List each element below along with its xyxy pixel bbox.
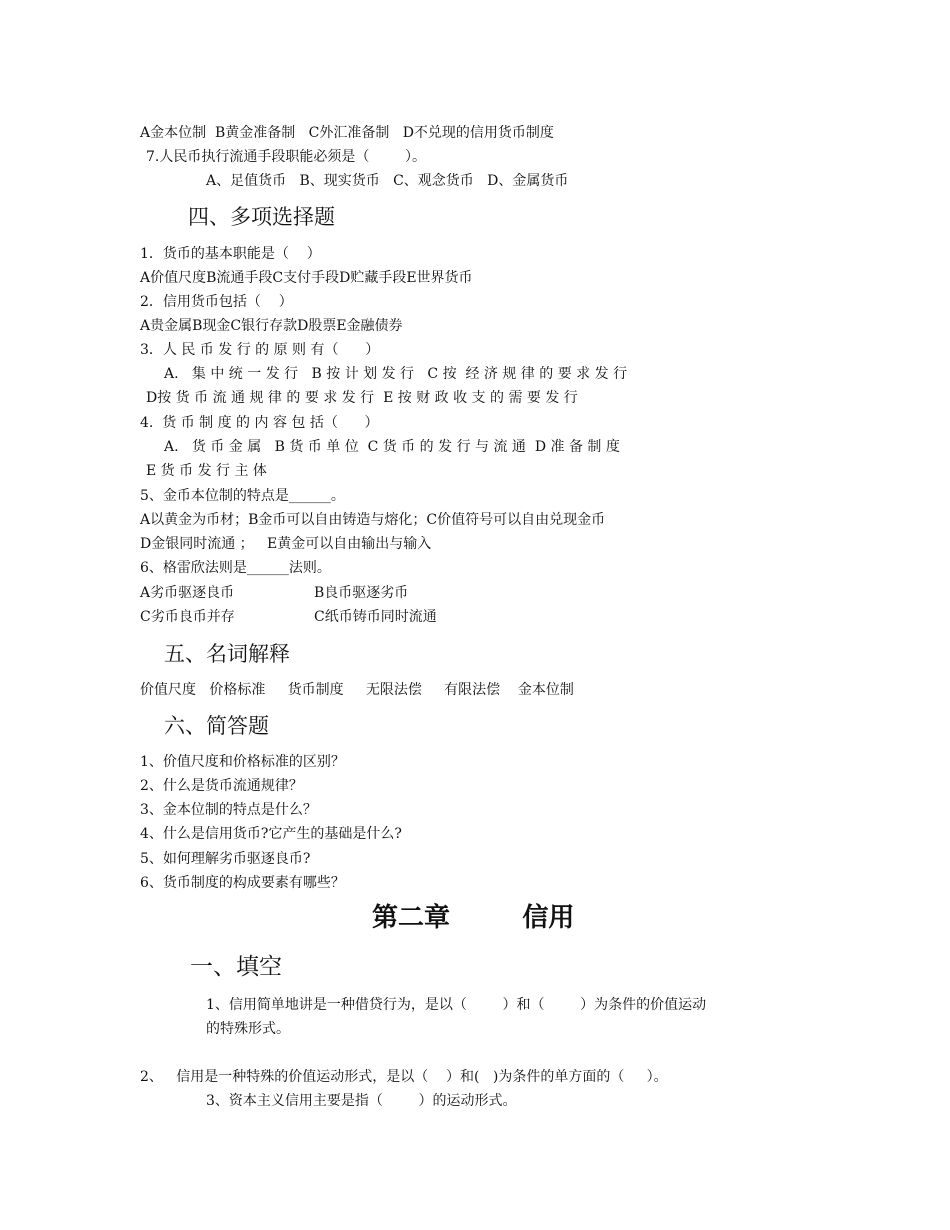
sec6-question-5: 5、如何理解劣币驱逐良币? bbox=[140, 851, 311, 867]
sec4-question-4: 4. 货 币 制 度 的 内 容 包 括（ ） bbox=[140, 415, 379, 431]
sec6-question-6: 6、货币制度的构成要素有哪些？ bbox=[140, 875, 345, 891]
chapter2-question-2: 2、 信用是一种特殊的价值运动形式，是以（ ）和( )为条件的单方面的（ ）。 bbox=[140, 1069, 668, 1085]
sec6-question-2: 2、什么是货币流通规律？ bbox=[140, 778, 303, 794]
chapter2-question-3: 3、资本主义信用主要是指（ ）的运动形式。 bbox=[206, 1093, 517, 1109]
sec6-question-1: 1、价值尺度和价格标准的区别？ bbox=[140, 754, 345, 770]
chapter-2-title: 第二章 信用 bbox=[372, 903, 575, 933]
sec4-question-4-options-a: A. 货 币 金 属 B 货 币 单 位 C 货 币 的 发 行 与 流 通 D 准 备 制 度 bbox=[164, 439, 620, 455]
sec4-question-2: 2．信用货币包括（ ） bbox=[140, 294, 293, 310]
section-4-title: 四、多项选择题 bbox=[188, 205, 335, 229]
sec5-terms: 价值尺度 价格标准 货币制度 无限法偿 有限法偿 金本位制 bbox=[140, 682, 574, 698]
sec4-question-6-option-b: B良币驱逐劣币 bbox=[314, 585, 409, 601]
sec4-question-3: 3．人 民 币 发 行 的 原 则 有（ ） bbox=[140, 342, 380, 358]
sec4-question-2-options: A贵金属B现金C银行存款D股票E金融债券 bbox=[140, 318, 403, 334]
sec3-question-7: 7.人民币执行流通手段职能必须是（ ）。 bbox=[146, 149, 426, 165]
sec4-question-6-option-c: C劣币良币并存 bbox=[140, 609, 235, 625]
sec4-question-6-option-a: A劣币驱逐良币 bbox=[140, 585, 235, 601]
sec4-question-4-options-b: E 货 币 发 行 主 体 bbox=[146, 463, 267, 479]
chapter2-question-1-line-1: 1、信用简单地讲是一种借贷行为，是以（ ）和（ ）为条件的价值运动 bbox=[206, 997, 707, 1013]
sec4-question-6-option-d: C纸币铸币同时流通 bbox=[314, 609, 437, 625]
chapter2-section-1-title: 一、填空 bbox=[190, 954, 282, 980]
section-5-title: 五、名词解释 bbox=[164, 642, 290, 666]
sec4-question-3-options-b: D按 货 币 流 通 规 律 的 要 求 发 行 E 按 财 政 收 支 的 需 要 发 行 bbox=[146, 390, 578, 406]
sec4-question-5-options-a: A以黄金为币材；B金币可以自由铸造与熔化；C价值符号可以自由兑现金币 bbox=[140, 512, 606, 528]
sec4-question-3-options-a: A. 集 中 统 一 发 行 B 按 计 划 发 行 C 按 经 济 规 律 的 要 求 发 行 bbox=[164, 366, 628, 382]
sec4-question-5-options-b: D金银同时流通 ； E黄金可以自由输出与输入 bbox=[140, 536, 432, 552]
section-6-title: 六、简答题 bbox=[164, 714, 269, 738]
sec6-question-4: 4、什么是信用货币?它产生的基础是什么? bbox=[140, 826, 402, 842]
sec3-options-line: A金本位制 B黄金准备制 C外汇准备制 D不兑现的信用货币制度 bbox=[140, 125, 554, 141]
sec4-question-6: 6、格雷欣法则是______法则。 bbox=[140, 560, 331, 576]
sec4-question-1-options: A价值尺度B流通手段C支付手段D贮藏手段E世界货币 bbox=[140, 270, 473, 286]
sec3-question-7-options: A、足值货币 B、现实货币 C、观念货币 D、金属货币 bbox=[206, 173, 569, 189]
sec4-question-5: 5、金币本位制的特点是______。 bbox=[140, 488, 345, 504]
sec4-question-1: 1．货币的基本职能是（ ） bbox=[140, 246, 321, 262]
sec6-question-3: 3、金本位制的特点是什么？ bbox=[140, 802, 317, 818]
chapter2-question-1-line-2: 的特殊形式。 bbox=[206, 1021, 290, 1037]
